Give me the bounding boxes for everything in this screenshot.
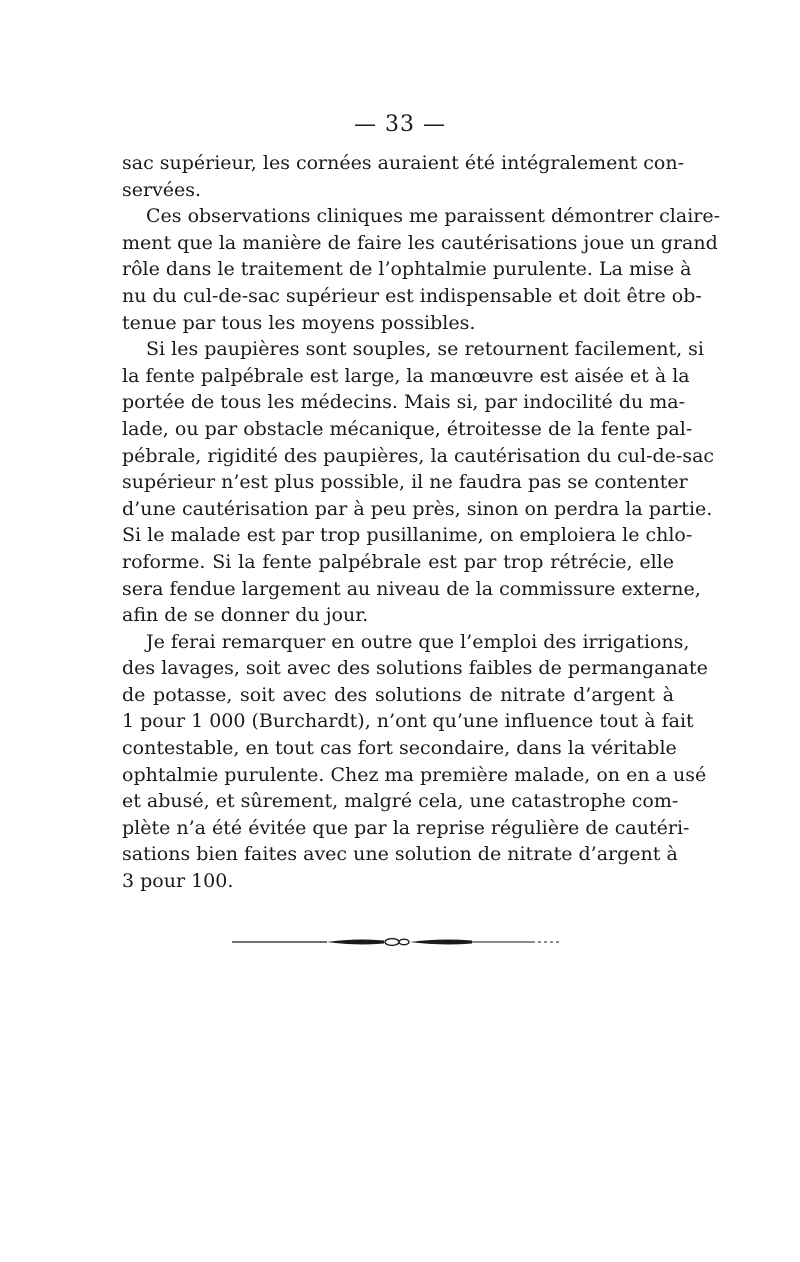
text-line: supérieur n’est plus possible, il ne faudra pas se contenter: [122, 471, 688, 494]
text-line: Je ferai remarquer en outre que l’emploi des irrigations,: [146, 630, 690, 653]
text-line: lade, ou par obstacle mécanique, étroitesse de la fente pal-: [122, 417, 693, 440]
text-line: tenue par tous les moyens possibles.: [122, 311, 476, 334]
body-text: [122, 150, 721, 895]
text-line: sations bien faites avec une solution de nitrate d’argent à: [122, 843, 678, 866]
end-ornament: [232, 932, 562, 952]
text-line: plète n’a été évitée que par la reprise régulière de cautéri-: [122, 816, 690, 839]
text-line: ment que la manière de faire les cautérisations joue un grand: [122, 231, 718, 254]
text-line: des lavages, soit avec des solutions faibles de permanganate: [122, 657, 708, 680]
text-line: pébrale, rigidité des paupières, la cautérisation du cul-de-sac: [122, 444, 715, 467]
text-line: Si le malade est par trop pusillanime, on emploiera le chlo-: [122, 524, 693, 547]
text-line: Si les paupières sont souples, se retournent facilement, si: [146, 338, 704, 361]
page-number: — 33 —: [354, 112, 446, 137]
text-line: rôle dans le traitement de l’ophtalmie purulente. La mise à: [122, 258, 692, 281]
text-line: la fente palpébrale est large, la manœuvre est aisée et à la: [122, 364, 690, 387]
text-line: contestable, en tout cas fort secondaire, dans la véritable: [122, 737, 677, 760]
text-line: roforme. Si la fente palpébrale est par trop rétrécie, elle: [122, 550, 674, 573]
text-line: afin de se donner du jour.: [122, 604, 369, 627]
text-line: de potasse, soit avec des solutions de nitrate d’argent à: [122, 683, 674, 706]
text-line: Ces observations cliniques me paraissent démontrer claire-: [146, 205, 721, 228]
text-line: portée de tous les médecins. Mais si, par indocilité du ma-: [122, 391, 686, 414]
text-line: ophtalmie purulente. Chez ma première malade, on en a usé: [122, 763, 707, 786]
text-line: 1 pour 1 000 (Burchardt), n’ont qu’une influence tout à fait: [122, 710, 694, 733]
text-line: sac supérieur, les cornées auraient été intégralement con-: [122, 152, 685, 174]
text-line: 3 pour 100.: [122, 870, 234, 893]
text-line: nu du cul-de-sac supérieur est indispensable et doit être ob-: [122, 284, 702, 307]
text-line: d’une cautérisation par à peu près, sinon on perdra la partie.: [122, 497, 713, 520]
text-line: sera fendue largement au niveau de la commissure externe,: [122, 577, 701, 600]
text-line: servées.: [122, 178, 202, 201]
text-line: et abusé, et sûrement, malgré cela, une catastrophe com-: [122, 790, 679, 813]
